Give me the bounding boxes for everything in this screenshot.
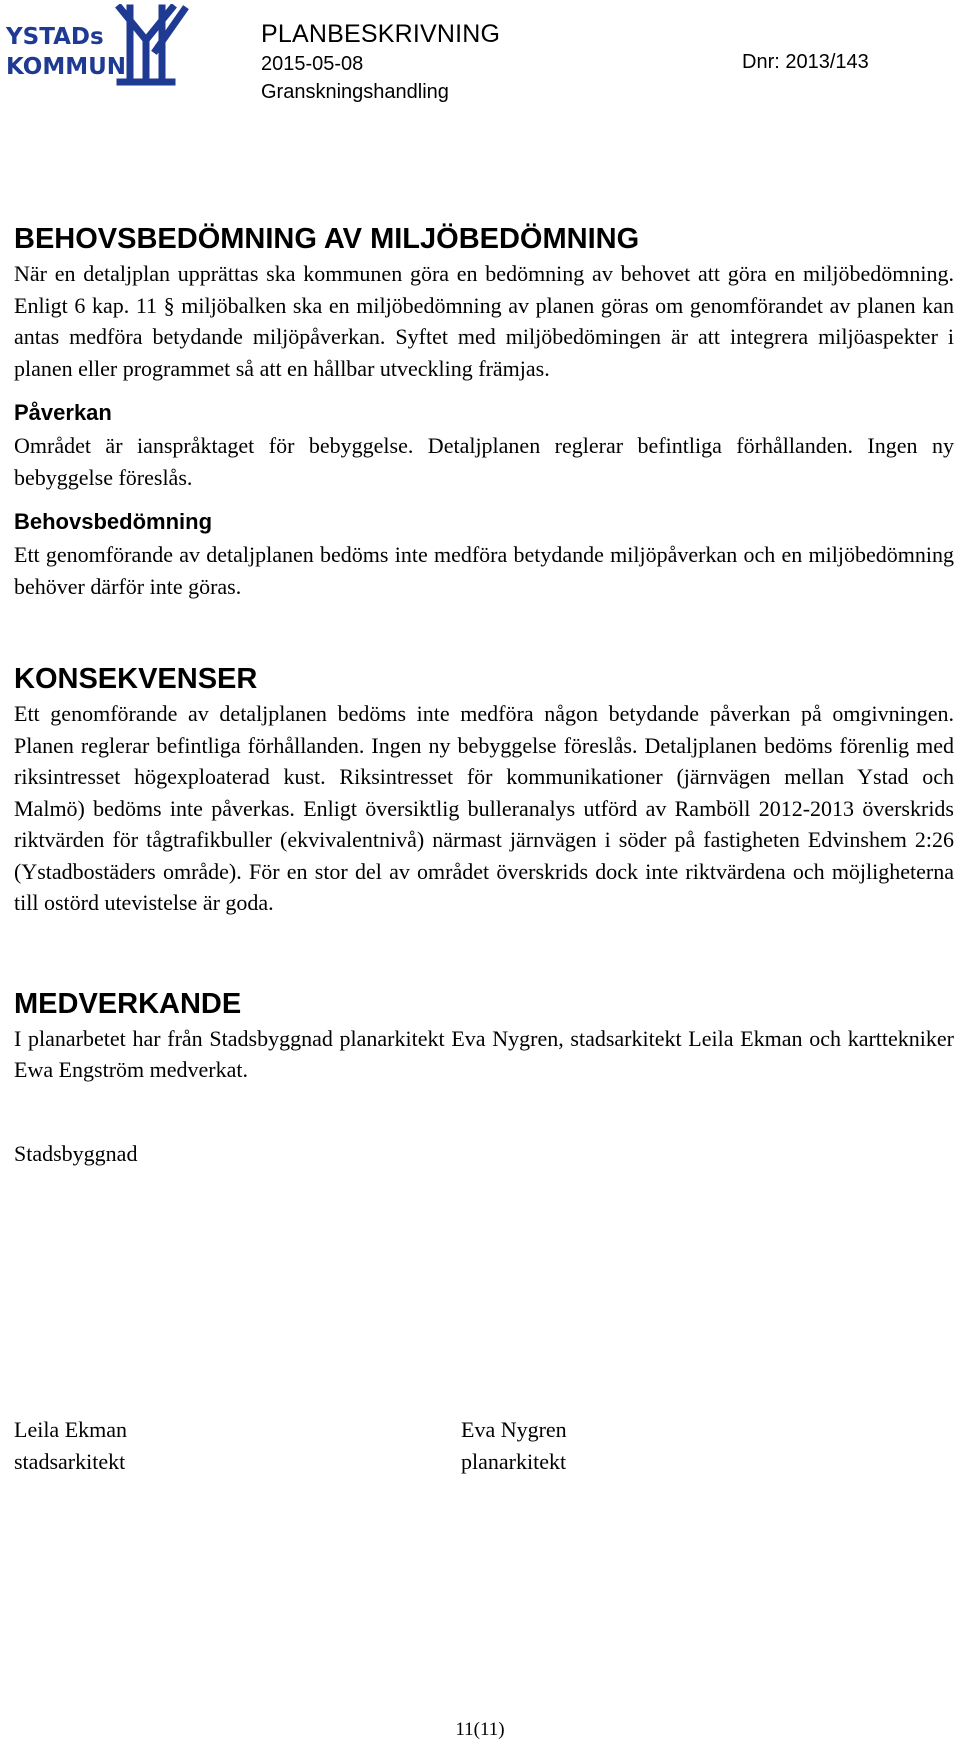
section-title-medverkande: MEDVERKANDE	[14, 987, 242, 1020]
logo-icon	[6, 4, 196, 86]
signer-title: planarkitekt	[461, 1448, 567, 1474]
document-dnr: Dnr: 2013/143	[742, 51, 869, 73]
svg-text:KOMMUN: KOMMUN	[6, 54, 127, 80]
signature-right	[461, 1414, 567, 1477]
subtitle-behovsbedomning: Behovsbedömning	[14, 509, 213, 534]
paragraph-konsekvenser: Ett genomförande av detaljplanen bedöms inte medföra någon betydande påverkan på omgivningen. Planen reglerar befintliga förhållanden. Ingen ny bebyggelse föreslås. Detaljplanen bedöms förenlig med riksintresset högexploaterad kust. Riksintresset för kommunikationer (järnvägen mellan Ystad och Malmö) bedöms inte påverkas. Enligt översiktlig bulleranalys utförd av Ramböll 2012-2013 överskrids riktvärden för tågtrafikbuller (ekvivalentnivå) närmast järnvägen i söder på fastigheten Edvinshem 2:26 (Ystadbostäders område). För en stor del av området överskrids dock inte riktvärdena och möjligheterna till ostörd utevistelse är goda.	[14, 701, 954, 915]
ystad-kommun-logo	[6, 4, 196, 86]
section-title-konsekvenser: KONSEKVENSER	[14, 663, 258, 695]
document-status: Granskningshandling	[261, 81, 449, 103]
closing-department: Stadsbyggnad	[14, 1140, 138, 1166]
subtitle-paverkan: Påverkan	[14, 400, 112, 425]
signer-name: Leila Ekman	[14, 1417, 128, 1442]
paragraph-paverkan: Området är ianspråktaget för bebyggelse. Detaljplanen reglerar befintliga förhållanden. Ingen ny bebyggelse föreslås.	[14, 433, 954, 490]
paragraph-behovsbedomning: Ett genomförande av detaljplanen bedöms inte medföra betydande miljöpåverkan och en miljöbedömning behöver därför inte göras.	[14, 542, 954, 599]
paragraph-medverkande: I planarbetet har från Stadsbyggnad planarkitekt Eva Nygren, stadsarkitekt Leila Ekman och karttekniker Ewa Engström medverkat.	[14, 1025, 954, 1082]
document-type: PLANBESKRIVNING	[261, 20, 501, 48]
page-number: 11(11)	[455, 1719, 505, 1740]
document-body	[14, 222, 954, 1169]
document-date: 2015-05-08	[261, 53, 364, 75]
paragraph-behovsbedomning-intro: När en detaljplan upprättas ska kommunen göra en bedömning av behovet att göra en miljöbedömning. Enligt 6 kap. 11 § miljöbalken ska en miljöbedömning av planen göras om genomförandet av planen kan antas medföra betydande miljöpåverkan. Syftet med miljöbedömingen är att integrera miljöaspekter i planen eller programmet så att en hållbar utveckling främjas.	[14, 261, 954, 381]
signer-name: Eva Nygren	[461, 1417, 567, 1442]
signer-title: stadsarkitekt	[14, 1448, 126, 1474]
svg-text:YSTADs: YSTADs	[6, 24, 104, 50]
signature-left	[14, 1414, 127, 1477]
section-title-behovsbedomning: BEHOVSBEDÖMNING AV MILJÖBEDÖMNING	[14, 223, 640, 255]
